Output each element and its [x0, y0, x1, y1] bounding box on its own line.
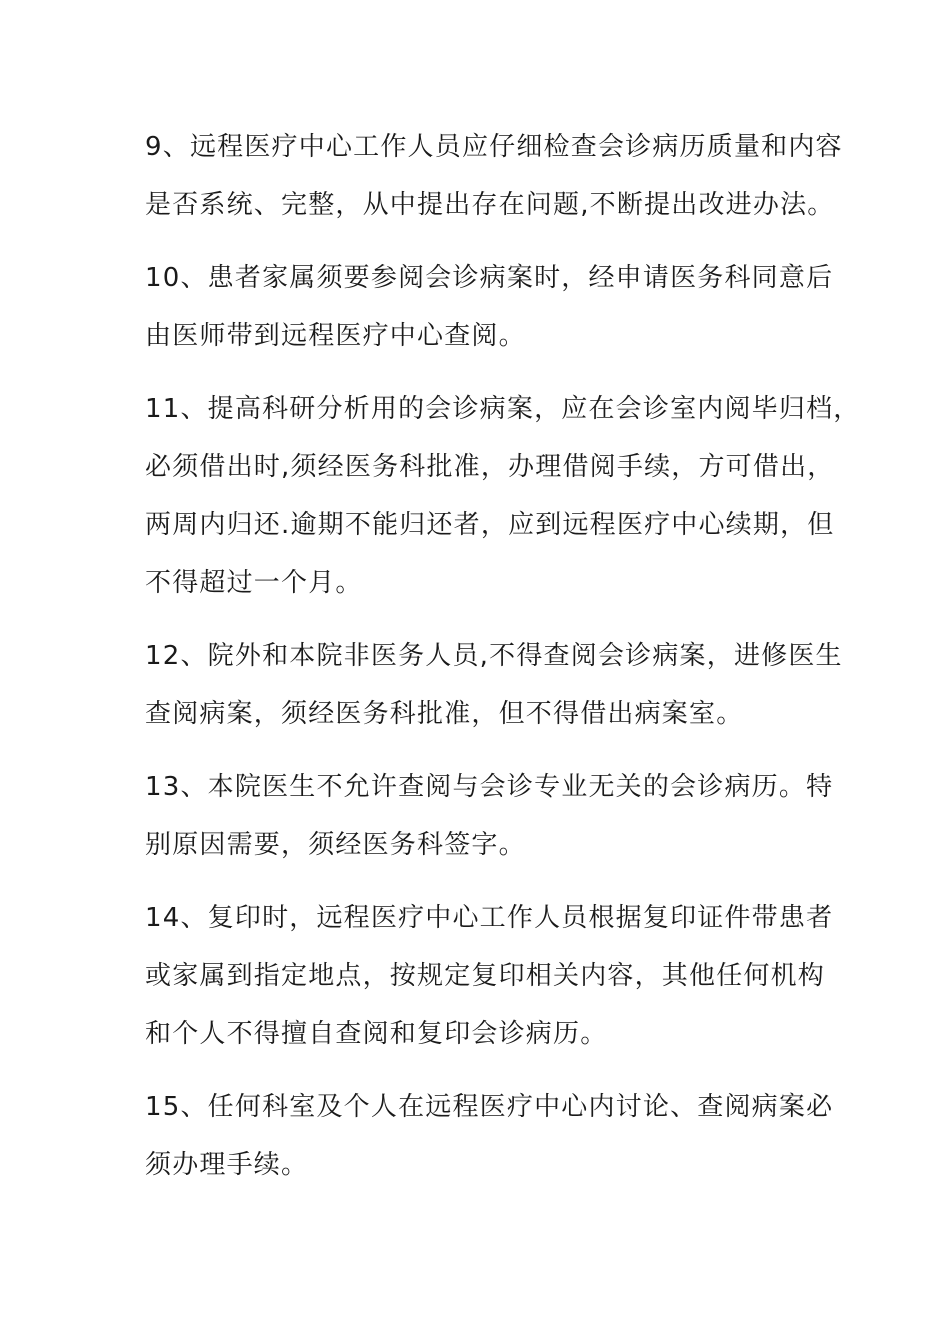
paragraph-line: 是否系统、完整，从中提出存在问题,不断提出改进办法。	[145, 190, 835, 220]
paragraph-line: 须办理手续。	[145, 1150, 309, 1180]
paragraph-13	[145, 758, 835, 874]
paragraph-11	[145, 380, 861, 612]
paragraph-line: 11、提高科研分析用的会诊病案，应在会诊室内阅毕归档，	[145, 394, 861, 424]
paragraph-line: 或家属到指定地点，按规定复印相关内容，其他任何机构	[145, 961, 826, 991]
document-body	[145, 118, 861, 1194]
paragraph-line: 15、任何科室及个人在远程医疗中心内讨论、查阅病案必	[145, 1092, 834, 1122]
paragraph-9	[145, 118, 843, 234]
paragraph-line: 查阅病案，须经医务科批准，但不得借出病案室。	[145, 699, 744, 729]
paragraph-line: 10、患者家属须要参阅会诊病案时，经申请医务科同意后	[145, 263, 834, 293]
paragraph-15	[145, 1078, 835, 1194]
paragraph-line: 必须借出时,须经医务科批准，办理借阅手续，方可借出，	[145, 452, 835, 482]
paragraph-12	[145, 627, 843, 743]
paragraph-14	[145, 889, 835, 1063]
paragraph-line: 14、复印时，远程医疗中心工作人员根据复印证件带患者	[145, 903, 834, 933]
paragraph-line: 和个人不得擅自查阅和复印会诊病历。	[145, 1019, 608, 1049]
paragraph-line: 9、远程医疗中心工作人员应仔细检查会诊病历质量和内容	[145, 132, 843, 162]
paragraph-10	[145, 249, 835, 365]
paragraph-line: 13、本院医生不允许查阅与会诊专业无关的会诊病历。特	[145, 772, 834, 802]
paragraph-line: 由医师带到远程医疗中心查阅。	[145, 321, 526, 351]
paragraph-line: 别原因需要，须经医务科签字。	[145, 830, 526, 860]
paragraph-line: 12、院外和本院非医务人员,不得查阅会诊病案，进修医生	[145, 641, 843, 671]
paragraph-line: 不得超过一个月。	[145, 568, 363, 598]
paragraph-line: 两周内归还.逾期不能归还者，应到远程医疗中心续期，但	[145, 510, 835, 540]
